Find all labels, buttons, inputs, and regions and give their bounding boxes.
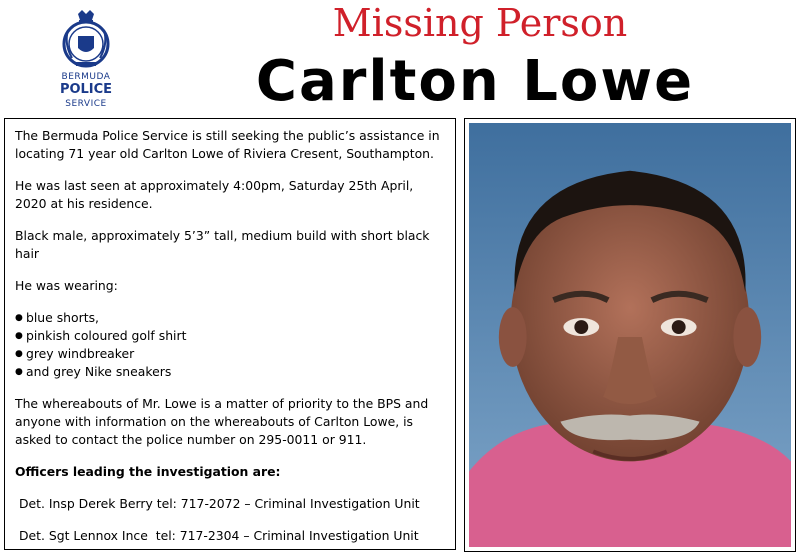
logo-text-bermuda: BERMUDA xyxy=(61,72,111,82)
officer-line: Det. Sgt Lennox Ince tel: 717-2304 – Criminal Investigation Unit xyxy=(19,528,419,543)
last-seen-paragraph: He was last seen at approximately 4:00pm, Saturday 25th April, 2020 at his residence. xyxy=(15,178,414,211)
photo-frame xyxy=(464,118,796,552)
description-paragraph: Black male, approximately 5’3” tall, medium build with short black hair xyxy=(15,228,430,261)
list-item: ● grey windbreaker xyxy=(15,345,445,363)
person-name: Carlton Lowe xyxy=(255,49,695,114)
contact-paragraph: The whereabouts of Mr. Lowe is a matter of priority to the BPS and anyone with information on the whereabouts of Carlton Lowe, is asked to contact the police number on 295-0011 or 911. xyxy=(15,396,429,447)
intro-paragraph: The Bermuda Police Service is still seeking the public’s assistance in locating 71 year old Carlton Lowe of Riviera Cresent, Southampton. xyxy=(15,128,440,161)
list-item: ● blue shorts, xyxy=(15,309,445,327)
police-crest-icon xyxy=(58,8,114,70)
info-panel xyxy=(4,118,456,550)
police-logo xyxy=(38,8,134,108)
logo-text-service: SERVICE xyxy=(65,99,107,109)
logo-text-police: POLICE xyxy=(59,82,113,97)
wearing-label: He was wearing: xyxy=(15,278,118,293)
list-item: ● and grey Nike sneakers xyxy=(15,363,445,381)
list-item: ● pinkish coloured golf shirt xyxy=(15,327,445,345)
officer-line: Det. Insp Derek Berry tel: 717-2072 – Criminal Investigation Unit xyxy=(19,496,420,511)
person-photo xyxy=(469,123,791,547)
poster-title: Missing Person xyxy=(332,1,628,45)
officers-heading: Officers leading the investigation are: xyxy=(15,464,281,479)
clothing-list xyxy=(15,309,445,381)
